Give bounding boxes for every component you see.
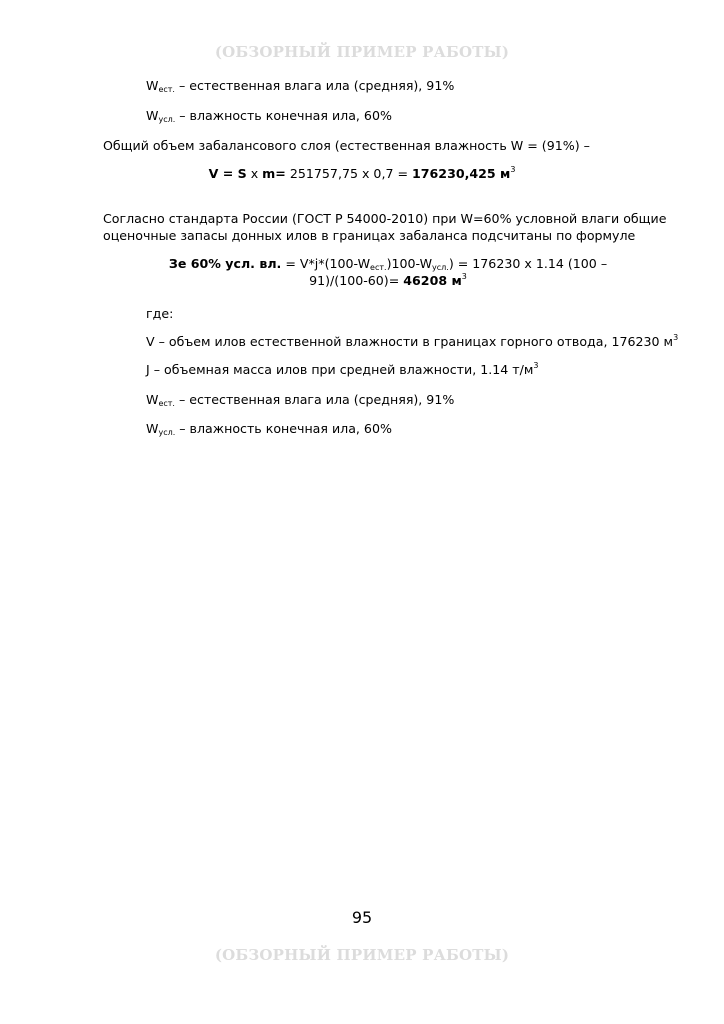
- formula-lhs: Зе 60% усл. вл.: [168, 256, 282, 271]
- superscript: 3: [510, 165, 516, 174]
- formula-reserves: [148, 255, 628, 289]
- subscript: ест.: [370, 263, 387, 272]
- definition-text: – естественная влага ила (средняя), 91%: [174, 392, 455, 407]
- definition-text: V – объем илов естественной влажности в границах горного отвода, 176230 м: [146, 334, 674, 349]
- definition-text: – влажность конечная ила, 60%: [175, 108, 392, 123]
- where-label: где:: [146, 306, 174, 321]
- subscript: усл.: [432, 263, 449, 272]
- symbol: W: [146, 392, 159, 407]
- formula-part: )100-W: [386, 256, 433, 271]
- definition-v: [146, 333, 678, 350]
- definition-w-usl-2: [146, 420, 392, 437]
- symbol: W: [146, 108, 159, 123]
- subscript: ест.: [158, 85, 175, 94]
- gost-paragraph-line-1: Согласно стандарта России (ГОСТ Р 54000-2010) при W=60% условной влаги общие: [103, 211, 667, 226]
- watermark-bottom: (ОБЗОРНЫЙ ПРИМЕР РАБОТЫ): [214, 946, 510, 964]
- subscript: усл.: [158, 428, 176, 437]
- formula-volume: [0, 165, 724, 182]
- definition-text: – естественная влага ила (средняя), 91%: [174, 78, 455, 93]
- superscript: 3: [533, 361, 539, 370]
- page-number: 95: [351, 908, 373, 927]
- superscript: 3: [461, 272, 467, 281]
- definition-w-est-2: [146, 391, 454, 408]
- volume-intro: Общий объем забалансового слоя (естественная влажность W = (91%) –: [103, 138, 590, 153]
- formula-part: ) = 176230 х 1.14 (100 – 91)/(100-60)=: [309, 256, 608, 288]
- subscript: ест.: [158, 399, 175, 408]
- definition-j: [146, 361, 538, 378]
- formula-m: m=: [262, 166, 286, 181]
- gost-paragraph-line-2: оценочные запасы донных илов в границах забаланса подсчитаны по формуле: [103, 228, 636, 243]
- definition-w-est: [146, 77, 454, 94]
- formula-part: = V*j*(100-W: [281, 256, 371, 271]
- formula-calc: 251757,75 х 0,7 =: [285, 166, 413, 181]
- symbol: W: [146, 78, 159, 93]
- definition-w-usl: [146, 107, 392, 124]
- formula-op: х: [246, 166, 263, 181]
- superscript: 3: [673, 333, 679, 342]
- formula-result: 176230,425 м: [412, 166, 511, 181]
- formula-result: 46208 м: [403, 273, 462, 288]
- watermark-top: (ОБЗОРНЫЙ ПРИМЕР РАБОТЫ): [214, 43, 510, 61]
- formula-lhs: V = S: [208, 166, 247, 181]
- definition-text: J – объемная масса илов при средней влажности, 1.14 т/м: [146, 362, 534, 377]
- definition-text: – влажность конечная ила, 60%: [175, 421, 392, 436]
- symbol: W: [146, 421, 159, 436]
- subscript: усл.: [158, 115, 176, 124]
